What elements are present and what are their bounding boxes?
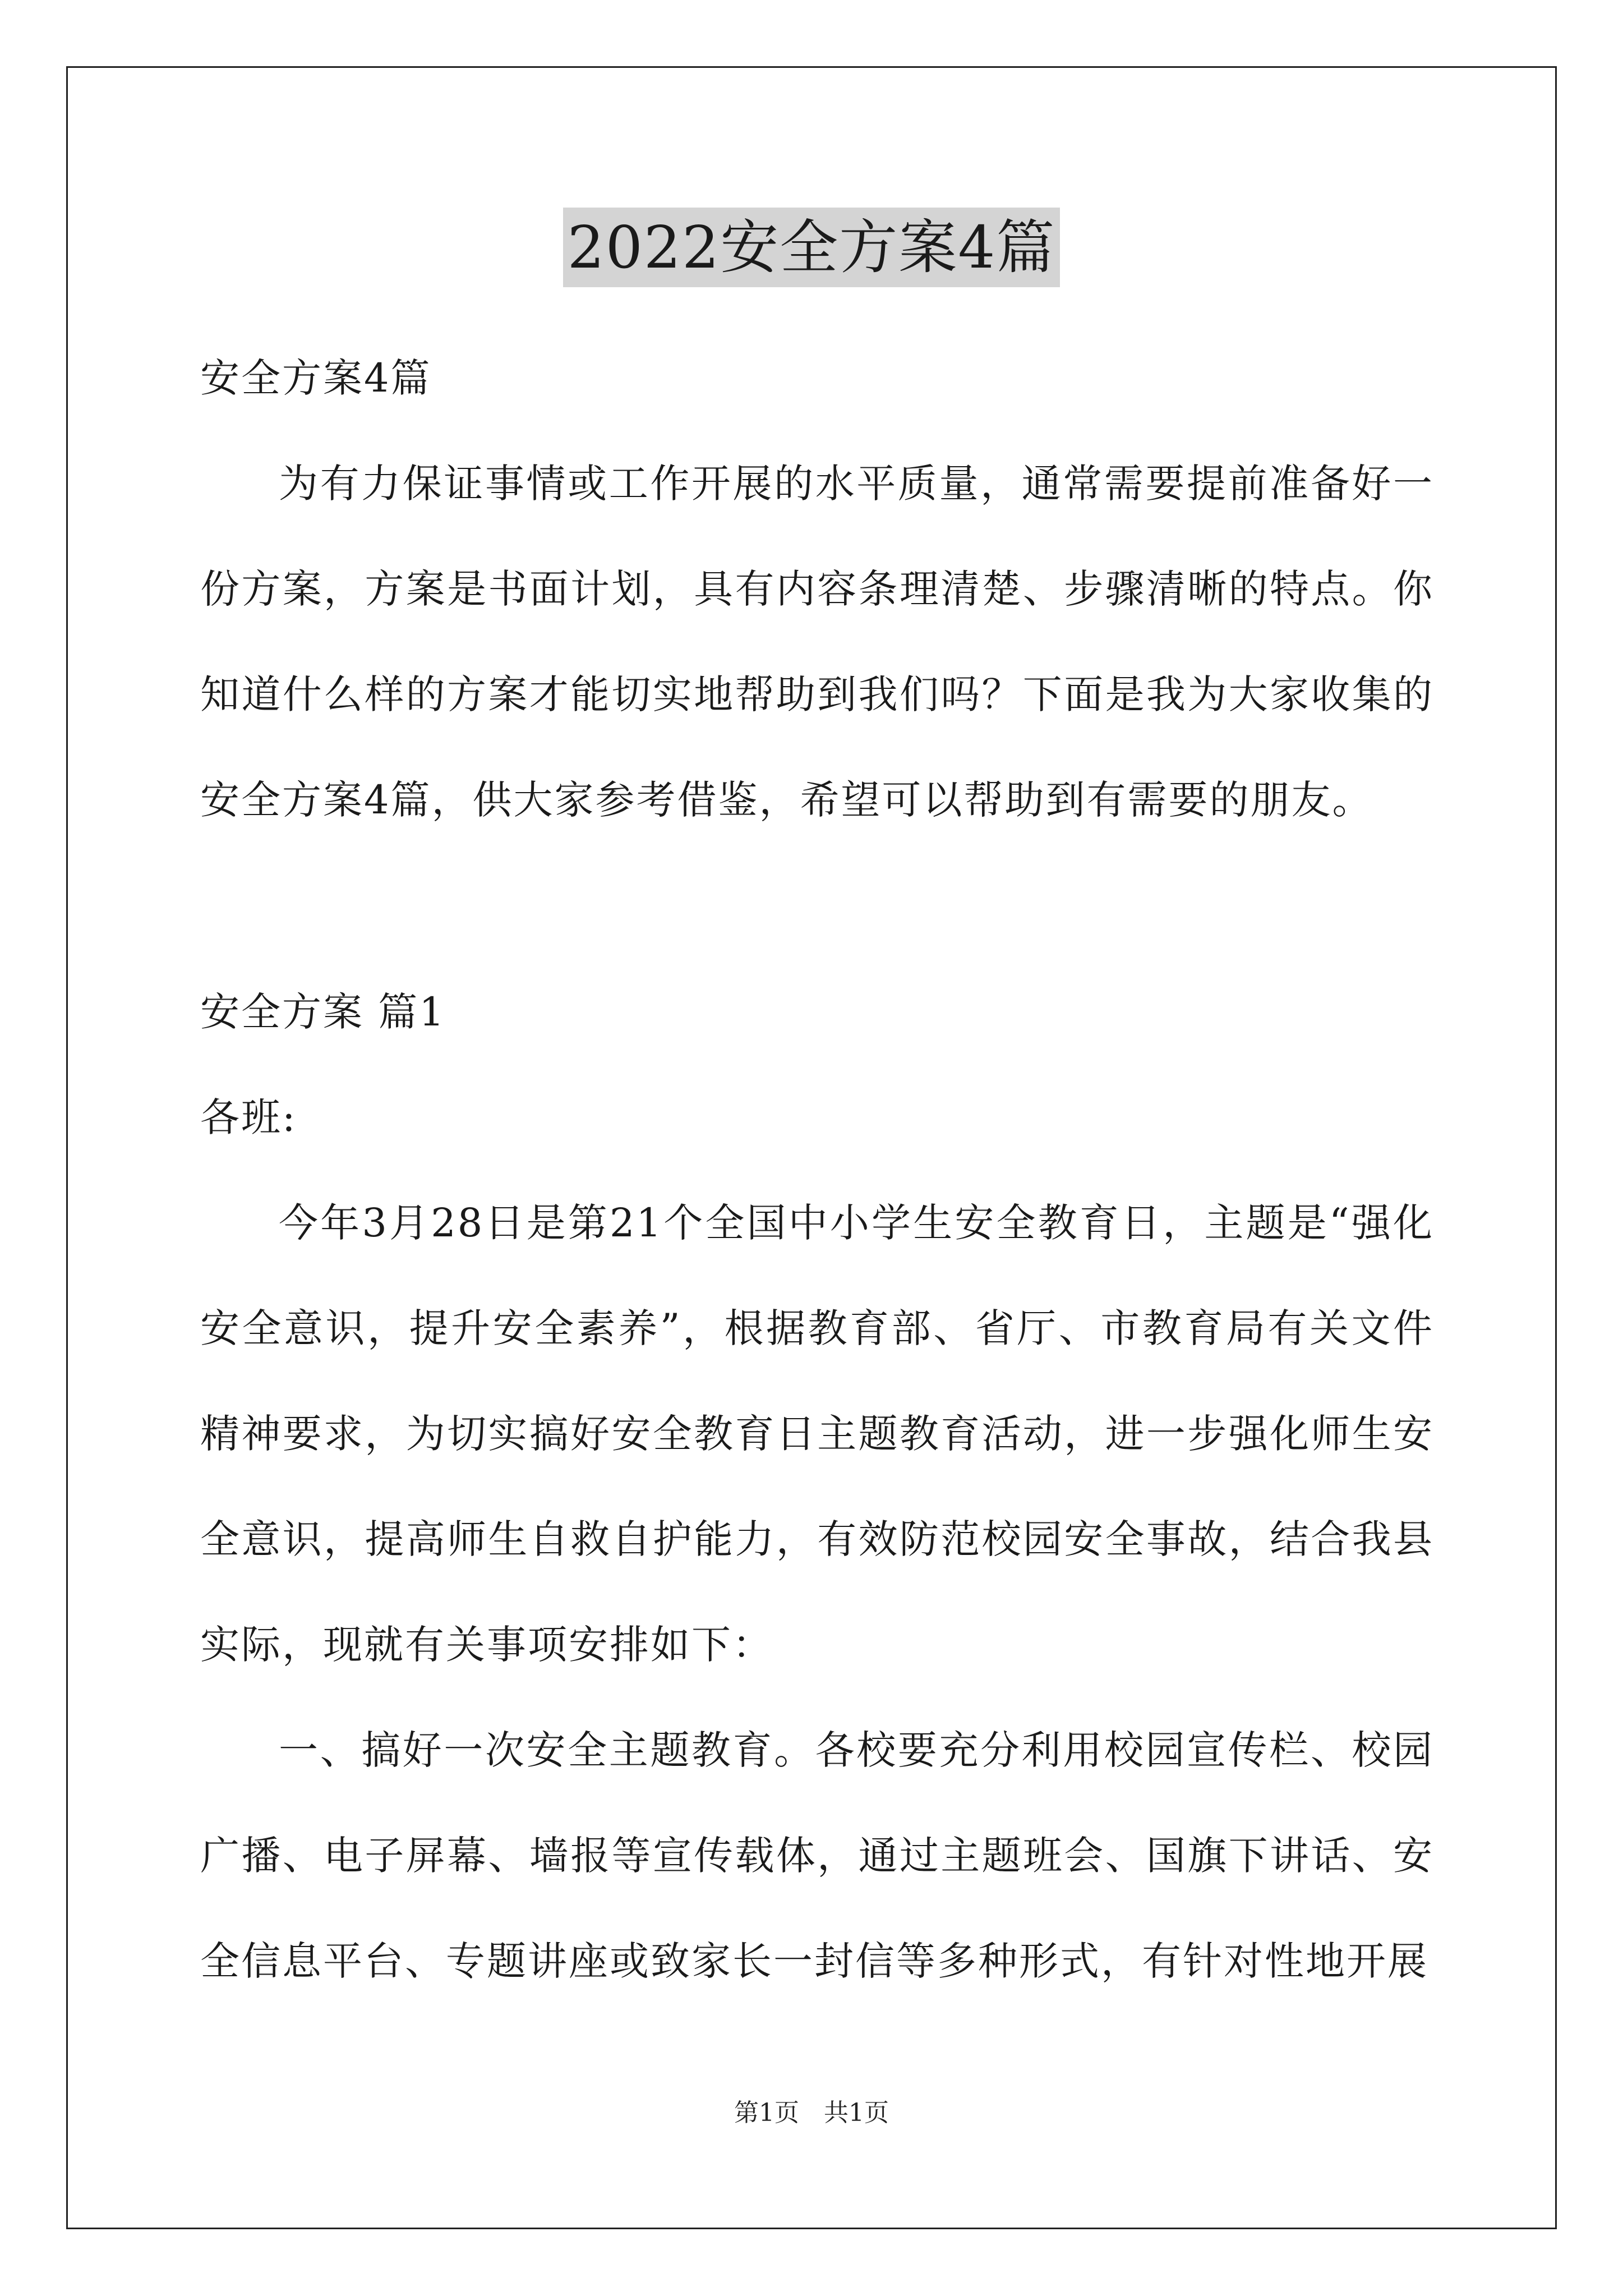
- salutation: 各班:: [200, 1094, 297, 1140]
- body-paragraph-2: 一、搞好一次安全主题教育。各校要充分利用校园宣传栏、校园广播、电子屏幕、墙报等宣传载体，通过主题班会、国旗下讲话、安全信息平台、专题讲座或致家长一封信等多种形式，有针对性地开展: [200, 1727, 1434, 1984]
- document-body: [200, 325, 1434, 2014]
- section-heading: 安全方案 篇1: [200, 989, 446, 1035]
- body-paragraph-1: 今年3月28日是第21个全国中小学生安全教育日，主题是“强化安全意识，提升安全素养”，根据教育部、省厅、市教育局有关文件精神要求，为切实搞好安全教育日主题教育活动，进一步强化师生安全意识，提高师生自救自护能力，有效防范校园安全事故，结合我县实际，现就有关事项安排如下：: [200, 1200, 1434, 1668]
- page-footer: 第1页 共1页: [734, 2099, 889, 2127]
- document-subtitle: 安全方案4篇: [200, 355, 432, 401]
- document-title: 2022安全方案4篇: [563, 208, 1061, 287]
- intro-paragraph: 为有力保证事情或工作开展的水平质量，通常需要提前准备好一份方案，方案是书面计划，具有内容条理清楚、步骤清晰的特点。你知道什么样的方案才能切实地帮助到我们吗？下面是我为大家收集的安全方案4篇，供大家参考借鉴，希望可以帮助到有需要的朋友。: [200, 461, 1434, 823]
- title-container: [0, 208, 1623, 287]
- section-gap: [200, 853, 1434, 959]
